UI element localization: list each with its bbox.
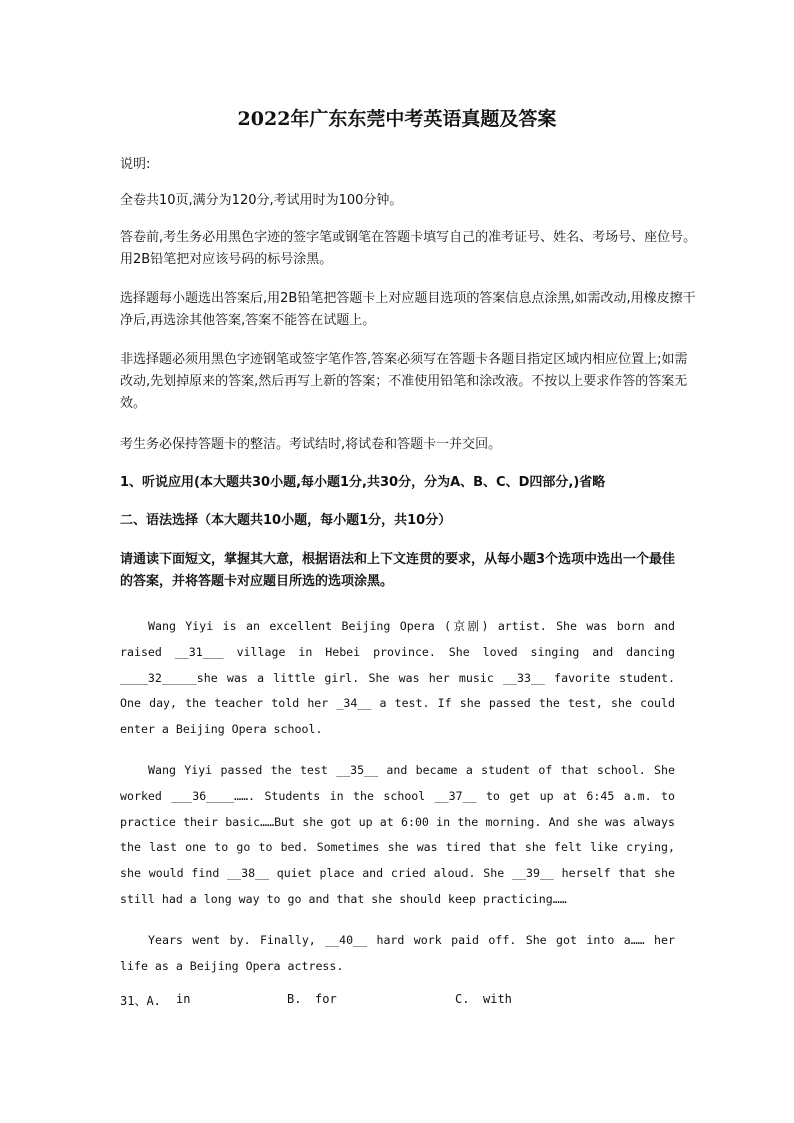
question-31-option-b: for [315, 992, 337, 1006]
instruction-2: 答卷前,考生务必用黑色字迹的签字笔或钢笔在答题卡填写自己的准考证号、姓名、考场号、座位号。用2B铅笔把对应该号码的标号涂黑。 [120, 230, 697, 267]
passage-paragraph-3: Years went by. Finally, __40__ hard work paid off. She got into a…… her life as a Beijing Opera actress. [120, 933, 675, 973]
section-2-instruction: 请通读下面短文，掌握其大意，根据语法和上下文连贯的要求，从每小题3个选项中选出一个最佳的答案，并将答题卡对应题目所选的选项涂黑。 [120, 552, 676, 589]
document-title: 2022年广东东莞中考英语真题及答案 [237, 108, 557, 130]
instruction-4: 非选择题必须用黑色字迹钢笔或签字笔作答,答案必须写在答题卡各题目指定区域内相应位置上;如需改动,先划掉原来的答案,然后再写上新的答案；不准使用铅笔和涂改液。不按以上要求作答的答案无效。 [120, 352, 688, 411]
passage-paragraph-2: Wang Yiyi passed the test __35__ and became a student of that school. She worked ___36____……. Students in the school __37__ to get up at 6:45 a.m. to practice their basic……But she got up at 6:00 in the morning. And she was always the last one to go to bed. Sometimes she was tired that she felt like crying, she would find __38__ quiet place and cried aloud. She __39__ herself that she still had a long way to go and that she should keep practicing…… [120, 763, 675, 906]
section-2-heading: 二、语法选择（本大题共10小题，每小题1分，共10分） [120, 513, 452, 528]
section-1-heading: 1、听说应用(本大题共30小题,每小题1分,共30分，分为A、B、C、D四部分,)省略 [120, 475, 606, 490]
instruction-1: 全卷共10页,满分为120分,考试用时为100分钟。 [120, 193, 403, 208]
question-31-option-c: with [483, 992, 512, 1006]
instruction-3: 选择题每小题选出答案后,用2B铅笔把答题卡上对应题目选项的答案信息点涂黑,如需改动,用橡皮擦干净后,再选涂其他答案,答案不能答在试题上。 [120, 291, 696, 328]
question-31-option-a: in [176, 992, 191, 1006]
instruction-5: 考生务必保持答题卡的整洁。考试结时,将试卷和答题卡一并交回。 [120, 437, 502, 452]
question-31-option-b-label: B. [287, 992, 302, 1006]
passage-paragraph-1: Wang Yiyi is an excellent Beijing Opera (京剧) artist. She was born and raised __31___ village in Hebei province. She loved singing and dancing ____32_____she was a little girl. She was her music __33__ favorite student. One day, the teacher told her _34__ a test. If she passed the test, she could enter a Beijing Opera school. [120, 619, 675, 737]
question-31-option-c-label: C. [455, 992, 470, 1006]
question-31-number: 31、A. [120, 994, 161, 1008]
intro-heading: 说明: [120, 157, 151, 172]
